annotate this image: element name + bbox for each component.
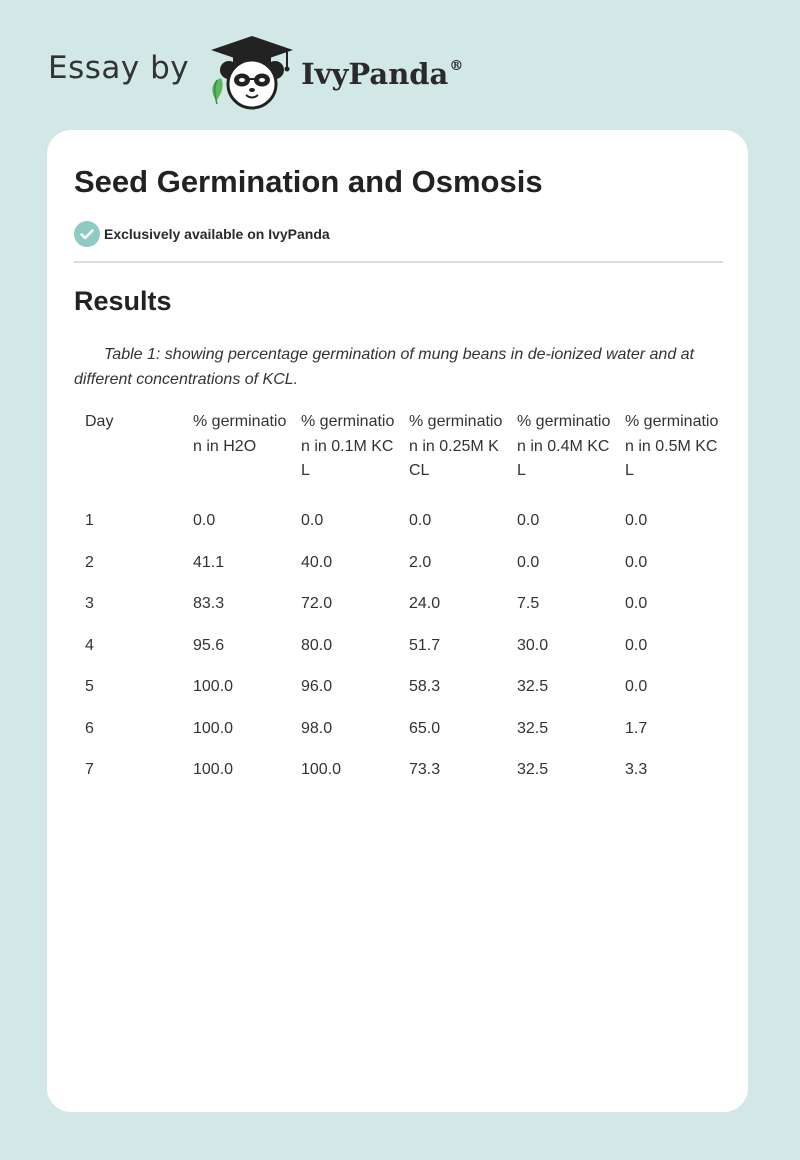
table-cell: 24.0 xyxy=(409,595,441,613)
registered-mark: ® xyxy=(449,58,464,74)
table-cell: 0.0 xyxy=(625,636,648,654)
table-cell: 0.0 xyxy=(625,678,648,696)
table-row xyxy=(74,708,722,750)
table-row xyxy=(74,584,722,626)
table-cell: 83.3 xyxy=(193,595,225,613)
column-header-day: Day xyxy=(85,413,114,430)
table-cell: 0.0 xyxy=(625,595,648,613)
table-cell: 32.5 xyxy=(517,761,549,779)
table-cell: 100.0 xyxy=(193,719,234,737)
table-cell: 80.0 xyxy=(301,636,333,654)
table-cell: 0.0 xyxy=(625,512,648,530)
table-row xyxy=(74,750,722,792)
table-cell: 4 xyxy=(85,636,94,654)
column-header-0-1m-kcl: % germination in 0.1M KCL xyxy=(301,413,395,479)
table-cell: 32.5 xyxy=(517,678,549,696)
exclusive-badge xyxy=(74,221,330,247)
brand-name[interactable] xyxy=(301,57,463,91)
table-cell: 6 xyxy=(85,719,94,737)
table-cell: 100.0 xyxy=(193,761,234,779)
table-cell: 3 xyxy=(85,595,94,613)
table-cell: 5 xyxy=(85,678,94,696)
essay-by-label: Essay by xyxy=(48,50,190,86)
table-cell: 2.0 xyxy=(409,553,432,571)
table-cell: 0.0 xyxy=(301,512,324,530)
table-cell: 1 xyxy=(85,512,94,530)
table-cell: 2 xyxy=(85,553,94,571)
column-header-0-25m-kcl: % germination in 0.25M KCL xyxy=(409,413,503,479)
table-cell: 65.0 xyxy=(409,719,441,737)
table-caption: Table 1: showing percentage germination of mung beans in de-ionized water and at different concentrations of KCL. xyxy=(74,346,695,388)
table-cell: 0.0 xyxy=(409,512,432,530)
exclusive-badge-label: Exclusively available on IvyPanda xyxy=(104,226,330,242)
table-cell: 0.0 xyxy=(625,553,648,571)
table-cell: 72.0 xyxy=(301,595,333,613)
table-row xyxy=(74,625,722,667)
table-cell: 51.7 xyxy=(409,636,441,654)
column-header-0-4m-kcl: % germination in 0.4M KCL xyxy=(517,413,611,479)
table-cell: 41.1 xyxy=(193,553,225,571)
table-cell: 0.0 xyxy=(193,512,216,530)
table-cell: 58.3 xyxy=(409,678,441,696)
page-title: Seed Germination and Osmosis xyxy=(74,164,543,199)
check-circle-icon xyxy=(74,221,100,247)
table-row xyxy=(74,667,722,709)
table-row xyxy=(74,542,722,584)
table-row xyxy=(74,501,722,543)
table-cell: 73.3 xyxy=(409,761,441,779)
table-cell: 0.0 xyxy=(517,512,540,530)
table-cell: 3.3 xyxy=(625,761,648,779)
section-heading-results: Results xyxy=(74,286,172,316)
site-header xyxy=(48,34,463,110)
table-cell: 30.0 xyxy=(517,636,549,654)
table-cell: 96.0 xyxy=(301,678,333,696)
essay-card xyxy=(47,130,748,1112)
column-header-h2o: % germination in H2O xyxy=(193,413,287,455)
column-header-0-5m-kcl: % germination in 0.5M KCL xyxy=(625,413,719,479)
table-cell: 98.0 xyxy=(301,719,333,737)
panda-graduate-logo-icon[interactable] xyxy=(207,34,297,110)
table-cell: 95.6 xyxy=(193,636,225,654)
table-header-row xyxy=(74,407,722,501)
table-cell: 100.0 xyxy=(193,678,234,696)
divider xyxy=(74,261,723,263)
table-cell: 0.0 xyxy=(517,553,540,571)
table-cell: 40.0 xyxy=(301,553,333,571)
table-cell: 1.7 xyxy=(625,719,648,737)
germination-table xyxy=(74,407,722,791)
table-cell: 7 xyxy=(85,761,94,779)
table-cell: 7.5 xyxy=(517,595,540,613)
table-cell: 100.0 xyxy=(301,761,342,779)
brand-label: IvyPanda xyxy=(301,57,449,91)
table-cell: 32.5 xyxy=(517,719,549,737)
